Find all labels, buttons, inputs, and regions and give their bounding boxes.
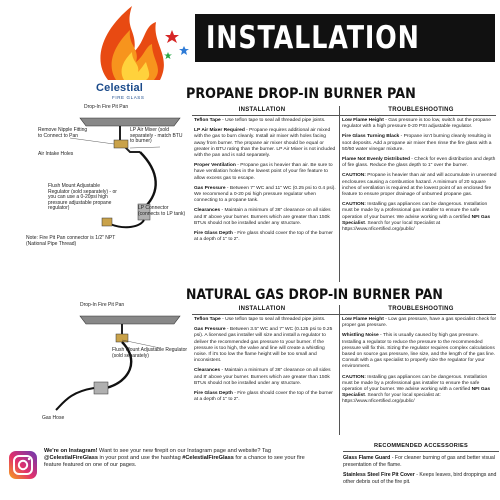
- trouble-item: Low Flame Height - Gas pressure is too low, switch out the propane regulator with a high pressure 0-20 PSI adjustable regulator.: [342, 118, 491, 130]
- propane-install-list: [194, 118, 337, 247]
- brand-sub: FIRE GLASS: [112, 95, 145, 100]
- instagram-icon: [8, 450, 38, 480]
- trouble-item: Low Flame Height - Low gas pressure, have a gas specialist check for proper gas pressure.: [342, 317, 497, 329]
- install-item: Teflon Tape - Use teflon tape to seal all threaded pipe joints.: [194, 118, 326, 123]
- natural-install-list: [194, 317, 337, 407]
- nipple-label: Remove Nipple Fitting to Connect to Pan: [38, 127, 88, 139]
- natural-troubleshooting-head: TROUBLESHOOTING: [388, 306, 454, 312]
- air-holes-label: Air Intake Holes: [38, 151, 74, 157]
- accessory-item: Stainless Steel Fire Pit Cover - Keeps leaves, bird droppings and other debris out of the fire pit.: [343, 472, 497, 485]
- pan-note: Note: Fire Pit Pan connector is 1/2" NPT (National Pipe Thread): [26, 235, 116, 247]
- recommended-accessories: [343, 443, 499, 489]
- propane-title: PROPANE DROP-IN BURNER PAN: [186, 86, 416, 102]
- natural-pan-label: Drop-In Fire Pit Pan: [80, 302, 125, 308]
- install-item: Fire Glass Depth - Fire glass should cover the top of the burner at a depth of 1" to 2".: [194, 391, 333, 403]
- trouble-item: Fire Glass Turning Black - Propane isn't burning cleanly resulting in soot deposits. Add a propane air mixer then rinse the fire glass with a 50/50 water vinegar mixture.: [342, 134, 492, 152]
- propane-pan-label: Drop-In Fire Pit Pan: [84, 104, 129, 110]
- install-item: Proper Ventilation - Propane gas is heavier than air. Be sure to have ventilation holes in the lowest point of your fire feature to allow excess gas to escape.: [194, 163, 333, 181]
- gas-hose-label: Gas Hose: [42, 415, 65, 421]
- install-item: LP Air Mixer Required - Propane requires additional air mixed with the gas to burn cleanly. Install air mixer with holes facing away from burner. The propane air mixer should be equal or greater in BTU rating than the burner. LP Air Mixer is not included with the pan and is sold separately.: [194, 128, 336, 159]
- natural-trouble-list: [342, 317, 498, 410]
- propane-troubleshooting-head: TROUBLESHOOTING: [388, 107, 454, 113]
- caution-note: CAUTION: Installing gas appliances can be dangerous. Installation must be made by a professional gas installer to ensure the safe operation of your burner. We advise working with a certified NFI Gas Specialist. Search for your local Specialist at https://www.nficertified.org/public/: [342, 202, 491, 233]
- caution-note: CAUTION: Installing gas appliances can be dangerous. Installation must be made by a professional gas installer to ensure the safe operation of your burner. We advise working with a certified NFI Gas Specialist. Search for your local specialist at: https://www.nficertified.org/public/: [342, 374, 491, 405]
- natural-diagram: [10, 310, 190, 420]
- natural-title: NATURAL GAS DROP-IN BURNER PAN: [186, 287, 443, 303]
- connector-label: LP Connector (connects to LP tank): [138, 205, 186, 217]
- natural-regulator-label: Flush Mount Adjustable Regulator (sold separately): [112, 347, 188, 359]
- instagram-text: We're on Instagram! Want to see your new firepit on our Instagram page and website? Tag @CelestialFireGlass in your post and use the hashtag #CelestialFireGlass for a chance to see your fire feature featured on one of our pages.: [44, 448, 305, 468]
- trouble-item: Whistling Noise - This is usually caused by high gas pressure. Installing a regulator to reduce the pressure to the recommended pressure will fix this. Sizing the regulator requires complex calculations based on source gas pressure, line size, and the length of the gas line. Consult with a gas specialist to properly size the regulator for your environment.: [342, 333, 496, 370]
- install-item: Clearances - Maintain a minimum of 36" clearance on all sides and 8' above your burner. Burners which are greater than 150k BTUs should not be installed under any structure.: [194, 208, 331, 226]
- recommended-head: RECOMMENDED ACCESSORIES: [373, 443, 469, 449]
- install-item: Fire Glass Depth - Fire glass should cover the top of the burner at a depth of 1" to 2".: [194, 231, 333, 243]
- caution-note: CAUTION: Propane is heavier than air and will accumulate in unvented enclosures causing a combustion hazard. A minimum of 20 square inches of ventilation is required at the lowest point of an enclosed fire feature to ensure proper drainage of unburned propane gas.: [342, 173, 497, 198]
- install-item: Gas Pressure - Between 7" WC and 11" WC (0.25 psi to 0.4 psi). We recommend a 0-20 psi high pressure regulator when connecting to a propane tank.: [194, 185, 336, 204]
- trouble-item: Flame Not Evenly Distributed - Check for even distribution and depth of fire glass. Reduce the glass depth to 1" over the burner.: [342, 157, 496, 169]
- install-item: Gas Pressure - Between 3.5" WC and 7" WC (0.125 psi to 0.25 psi). A licensed gas installer will size and install a regulator to deliver the recommended gas pressure to your burner. If the pressure is too high, the valve and line will create a whistling noise. If it's too low the flame height will be too small and inconsistent.: [194, 327, 333, 364]
- brand-name: Celestial: [96, 82, 144, 94]
- air-mixer-label: LP Air Mixer (sold separately - match BTU to burner): [130, 127, 183, 145]
- accessory-item: Glass Flame Guard - For cleaner burning of gas and better visual presentation of the flame.: [343, 455, 495, 468]
- propane-trouble-list: [342, 118, 498, 237]
- install-item: Teflon Tape - Use teflon tape to seal all threaded pipe joints.: [194, 317, 326, 322]
- page-title: INSTALLATION: [206, 20, 420, 56]
- natural-installation-head: INSTALLATION: [238, 306, 286, 312]
- propane-installation-head: INSTALLATION: [238, 107, 286, 113]
- regulator-label: Flush Mount Adjustable Regulator (sold separately) - or you can use a 0-20psi high pressure adjustable propane regulator): [48, 183, 117, 212]
- install-item: Clearances - Maintain a minimum of 36" clearance on all sides and 8' above your burner. Burners which are greater than 150k BTUs should not be installed under any structure.: [194, 368, 331, 386]
